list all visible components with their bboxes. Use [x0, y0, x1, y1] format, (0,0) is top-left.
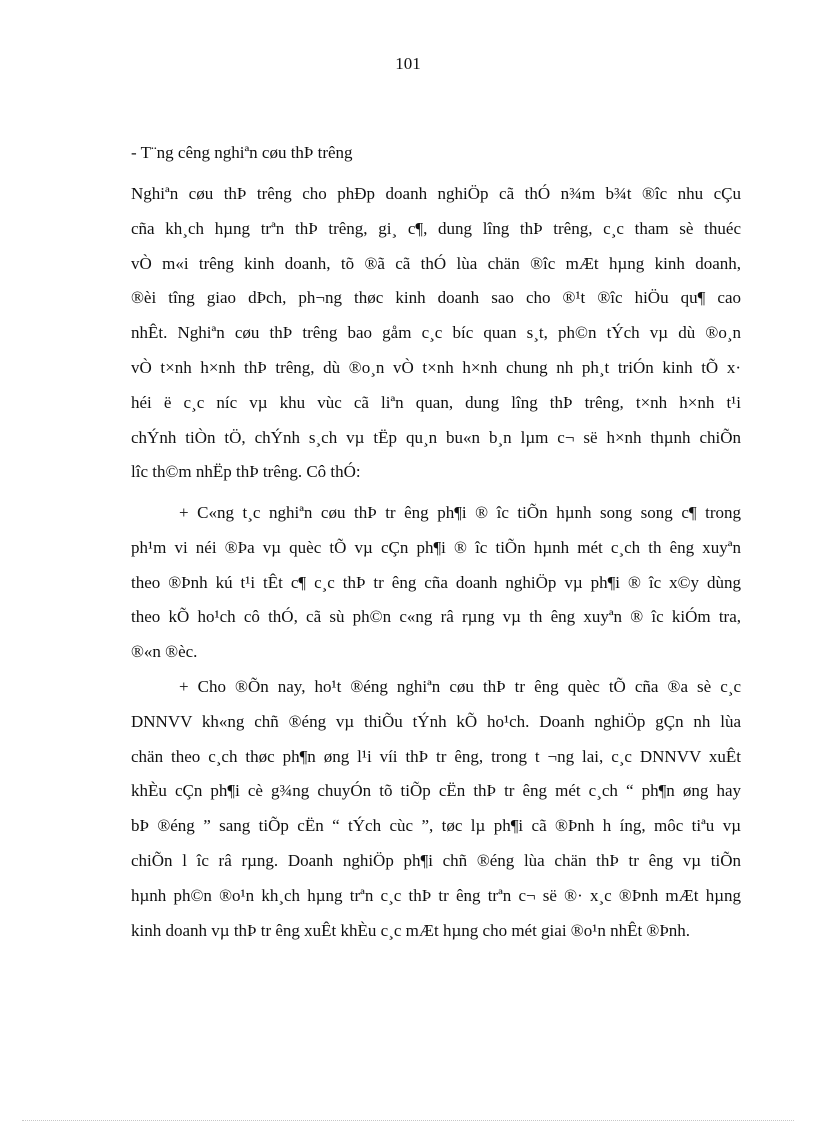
text-line: cña kh¸ch hµng trªn thÞ trêng, gi¸ c¶, dung lîng thÞ trêng, c¸c tham sè thuéc [131, 218, 741, 238]
text-line: ®èi tîng giao dÞch, ph¬ng thøc kinh doanh sao cho ®¹t ®îc hiÖu qu¶ cao [131, 288, 741, 308]
section-heading: - T¨ng cêng nghiªn cøu thÞ trêng [131, 143, 353, 162]
text-line: chiÕn l îc râ rµng. Doanh nghiÖp ph¶i chñ ®éng lùa chän thÞ tr êng vµ tiÕn [131, 850, 741, 870]
text-line: vÒ t×nh h×nh thÞ trêng, dù ®o¸n vÒ t×nh h×nh chung nh ph¸t triÓn kinh tÕ x· [131, 357, 741, 377]
text-line: héi ë c¸c níc vµ khu vùc cã liªn quan, dung lîng thÞ trêng, t×nh h×nh t¹i [131, 392, 741, 412]
text-line: kinh doanh vµ thÞ tr êng xuÊt khÈu c¸c mÆt hµng cho mét giai ®o¹n nhÊt ®Þnh. [131, 920, 691, 940]
page-number: 101 [395, 54, 421, 73]
text-line: theo ®Þnh kú t¹i tÊt c¶ c¸c thÞ tr êng cña doanh nghiÖp vµ ph¶i ® îc x©y dùng [131, 572, 741, 592]
text-line: + Cho ®Õn nay, ho¹t ®éng nghiªn cøu thÞ tr êng quèc tÕ cña ®a sè c¸c [179, 677, 741, 696]
text-line: hµnh ph©n ®o¹n kh¸ch hµng trªn c¸c thÞ tr êng trªn c¬ së ®· x¸c ®Þnh mÆt hµng [131, 885, 741, 905]
text-line: ph¹m vi néi ®Þa vµ quèc tÕ vµ cÇn ph¶i ® îc tiÕn hµnh mét c¸ch th êng xuyªn [131, 537, 741, 557]
text-line: DNNVV kh«ng chñ ®éng vµ thiÕu tÝnh kÕ ho¹ch. Doanh nghiÖp gÇn nh lùa [131, 711, 741, 731]
paragraph-market-research [131, 177, 741, 490]
text-line: vÒ m«i trêng kinh doanh, tõ ®ã cã thÓ lùa chän ®îc mÆt hµng kinh doanh, [131, 253, 741, 273]
paragraph-research-work [131, 496, 741, 670]
text-line: bÞ ®éng ” sang tiÕp cËn “ tÝch cùc ”, tøc lµ ph¶i cã ®Þnh h íng, môc tiªu vµ [131, 816, 741, 836]
text-line: + C«ng t¸c nghiªn cøu thÞ tr êng ph¶i ® îc tiÕn hµnh song song c¶ trong [179, 503, 741, 522]
text-line: chän theo c¸ch thøc ph¶n øng l¹i víi thÞ tr êng, trong t ¬ng lai, c¸c DNNVV xuÊt [131, 746, 741, 766]
text-line: theo kÕ ho¹ch cô thÓ, cã sù ph©n c«ng râ rµng vµ th êng xuyªn ® îc kiÓm tra, [131, 607, 741, 627]
text-line: khÈu cÇn ph¶i cè g¾ng chuyÓn tõ tiÕp cËn thÞ tr êng mét c¸ch “ ph¶n øng hay [131, 781, 741, 801]
text-line: chÝnh tiÒn tÖ, chÝnh s¸ch vµ tËp qu¸n bu«n b¸n lµm c¬ së h×nh thµnh chiÕn [131, 427, 741, 447]
text-line: nhÊt. Nghiªn cøu thÞ trêng bao gåm c¸c bíc quan s¸t, ph©n tÝch vµ dù ®o¸n [131, 323, 741, 343]
page-bottom-divider [22, 1120, 794, 1121]
text-line: Nghiªn cøu thÞ trêng cho phÐp doanh nghiÖp cã thÓ n¾m b¾t ®îc nhu cÇu [131, 184, 741, 203]
paragraph-current-situation [131, 670, 741, 948]
text-line: ®«n ®èc. [131, 642, 198, 662]
text-line: lîc th©m nhËp thÞ trêng. Cô thÓ: [131, 462, 361, 482]
